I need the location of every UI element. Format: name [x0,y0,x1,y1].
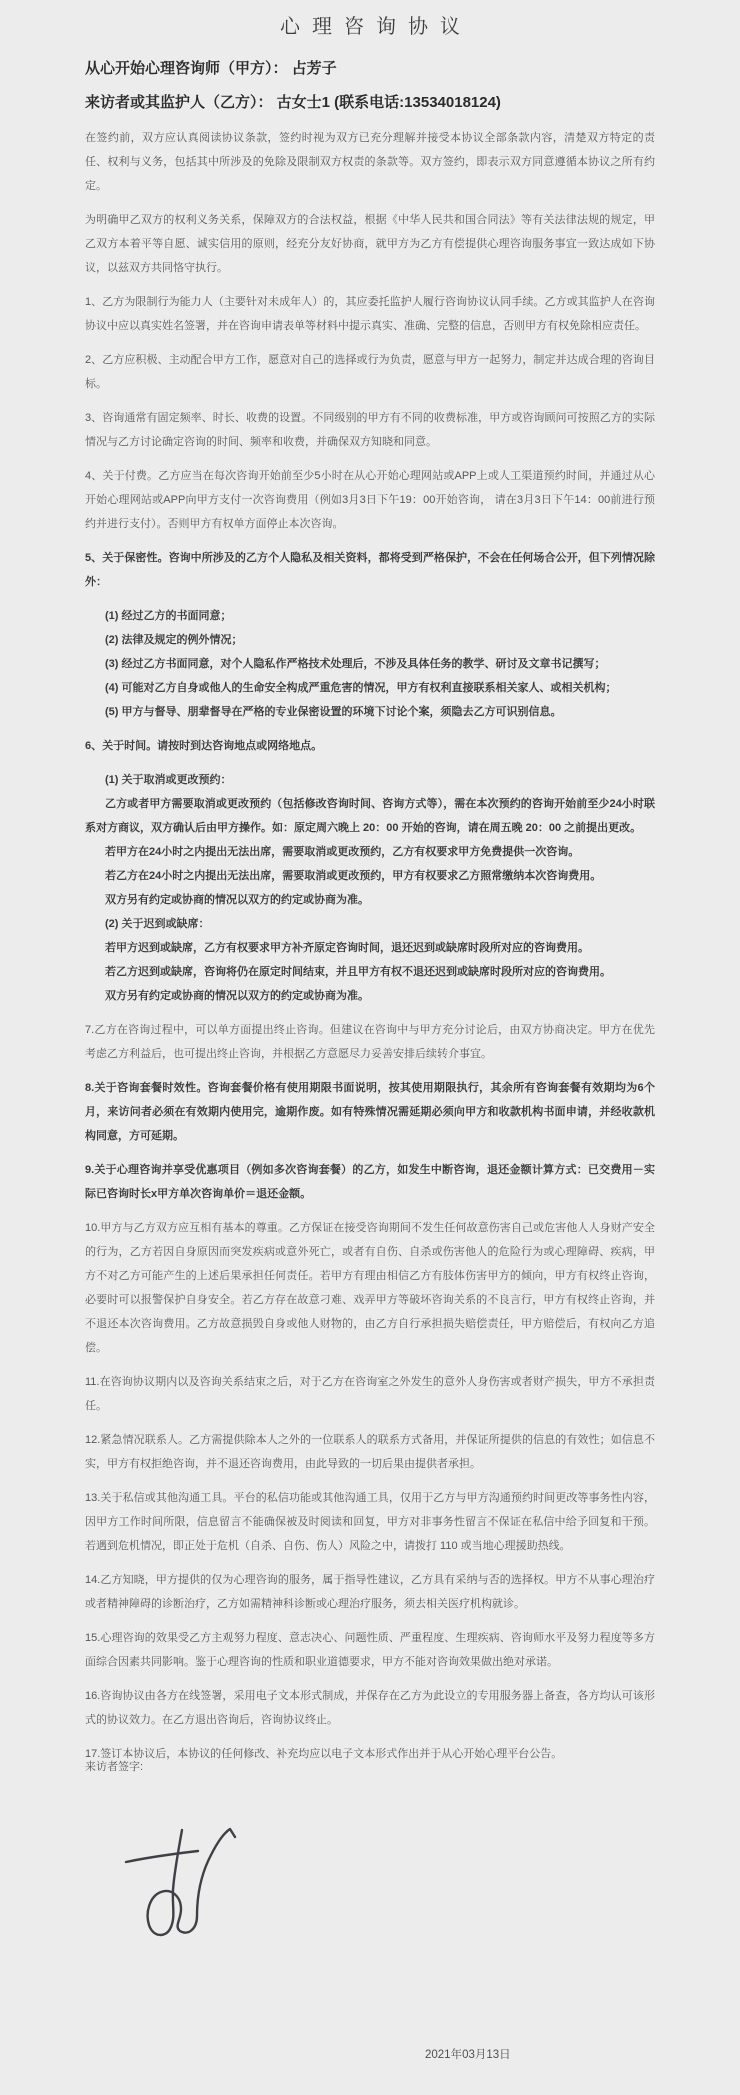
page-title: 心理咨询协议 [280,16,472,38]
clause-paragraph: 双方另有约定或协商的情况以双方的约定或协商为准。 [105,990,369,1002]
clause-paragraph: 双方另有约定或协商的情况以双方的约定或协商为准。 [105,894,369,906]
clause-paragraph: 4、关于付费。乙方应当在每次咨询开始前至少5小时在从心开始心理网站或APP上或人工渠道预约时间，并通过从心开始心理网站或APP向甲方支付一次咨询费用（例如3月3日下午19：00开始咨询， 请在3月3日下午14：00前进行预约并进行支付）。否则甲方有权单方面停止本次咨询。 [85,470,655,530]
clause-paragraph: 2、乙方应积极、主动配合甲方工作，愿意对自己的选择或行为负责，愿意与甲方一起努力，制定并达成合理的咨询目标。 [85,354,655,390]
clause-paragraph: (3) 经过乙方书面同意，对个人隐私作严格技术处理后，不涉及具体任务的教学、研讨及文章书记撰写； [105,658,606,670]
clause-paragraph: (4) 可能对乙方自身或他人的生命安全构成严重危害的情况，甲方有权利直接联系相关家人、或相关机构； [105,682,617,694]
paragraph-list [85,126,655,1766]
clause-paragraph: (2) 关于迟到或缺席： [105,918,210,930]
clause-paragraph: (5) 甲方与督导、朋辈督导在严格的专业保密设置的环境下讨论个案，须隐去乙方可识别信息。 [105,706,562,718]
clause-paragraph: 16.咨询协议由各方在线签署，采用电子文本形式制成，并保存在乙方为此设立的专用服务器上备查，各方均认可该形式的协议效力。在乙方退出咨询后，咨询协议终止。 [85,1690,655,1726]
clause-paragraph: 7.乙方在咨询过程中，可以单方面提出终止咨询。但建议在咨询中与甲方充分讨论后，由双方协商决定。甲方在优先考虑乙方利益后，也可提出终止咨询，并根据乙方意愿尽力妥善安排后续转介事宜。 [85,1024,655,1060]
clause-paragraph: 14.乙方知晓，甲方提供的仅为心理咨询的服务，属于指导性建议，乙方具有采纳与否的选择权。甲方不从事心理治疗或者精神障碍的诊断治疗，乙方如需精神科诊断或心理治疗服务，须去相关医疗机构就诊。 [85,1574,655,1610]
visitor-signature-label: 来访者签字: [85,1761,144,1773]
clause-paragraph: 5、关于保密性。咨询中所涉及的乙方个人隐私及相关资料，都将受到严格保护，不会在任何场合公开，但下列情况除外： [85,552,655,588]
clause-paragraph: 15.心理咨询的效果受乙方主观努力程度、意志决心、问题性质、严重程度、生理疾病、咨询师水平及努力程度等多方面综合因素共同影响。鉴于心理咨询的性质和职业道德要求，甲方不能对咨询效果做出绝对承诺。 [85,1632,655,1668]
clause-paragraph: 10.甲方与乙方双方应互相有基本的尊重。乙方保证在接受咨询期间不发生任何故意伤害自己或危害他人人身财产安全的行为，乙方若因自身原因而突发疾病或意外死亡，或者有自伤、自杀或伤害他人的危险行为或心理障碍、疾病，甲方不对乙方可能产生的上述后果承担任何责任。若甲方有理由相信乙方有肢体伤害甲方的倾向，甲方有权终止咨询，必要时可以报警保护自身安全。若乙方存在故意刁难、戏弄甲方等破坏咨询关系的不良言行，甲方有权终止咨询，并不退还本次咨询费用。乙方故意损毁自身或他人财物的，由乙方自行承担损失赔偿责任，甲方赔偿后，有权向乙方追偿。 [85,1222,655,1354]
clause-paragraph: 为明确甲乙双方的权利义务关系，保障双方的合法权益，根据《中华人民共和国合同法》等有关法律法规的规定，甲乙双方本着平等自愿、诚实信用的原则，经充分友好协商，就甲方为乙方有偿提供心理咨询服务事宜一致达成如下协议，以兹双方共同恪守执行。 [85,214,655,274]
clause-paragraph: 8.关于咨询套餐时效性。咨询套餐价格有使用期限书面说明，按其使用期限执行，其余所有咨询套餐有效期均为6个月，来访问者必须在有效期内使用完，逾期作废。如有特殊情况需延期必须向甲方和收款机构书面申请，并经收款机构同意，方可延期。 [85,1082,655,1142]
clause-paragraph: 9.关于心理咨询并享受优惠项目（例如多次咨询套餐）的乙方，如发生中断咨询，退还金额计算方式：已交费用－实际已咨询时长x甲方单次咨询单价＝退还金额。 [85,1164,655,1200]
clause-paragraph: 13.关于私信或其他沟通工具。平台的私信功能或其他沟通工具，仅用于乙方与甲方沟通预约时间更改等事务性内容，因甲方工作时间所限，信息留言不能确保被及时阅读和回复，甲方对非事务性留言不保证在私信中给予回复和干预。若遇到危机情况，即正处于危机（自杀、自伤、伤人）风险之中，请拨打 110 或当地心理援助热线。 [85,1492,655,1552]
clause-paragraph: 1、乙方为限制行为能力人（主要针对未成年人）的，其应委托监护人履行咨询协议认同手续。乙方或其监护人在咨询协议中应以真实姓名签署，并在咨询申请表单等材料中提示真实、准确、完整的信息，否则甲方有权免除相应责任。 [85,296,655,332]
clause-paragraph: 若乙方在24小时之内提出无法出席，需要取消或更改预约，甲方有权要求乙方照常缴纳本次咨询费用。 [105,870,602,882]
clause-paragraph: 12.紧急情况联系人。乙方需提供除本人之外的一位联系人的联系方式备用，并保证所提供的信息的有效性；如信息不实，甲方有权拒绝咨询，并不退还咨询费用，由此导致的一切后果由提供者承担。 [85,1434,655,1470]
clause-paragraph: 在签约前，双方应认真阅读协议条款，签约时视为双方已充分理解并接受本协议全部条款内容，清楚双方特定的责任、权利与义务，包括其中所涉及的免除及限制双方权责的条款等。双方签约，即表示双方同意遵循本协议之所有约定。 [85,132,655,192]
handwritten-signature [120,1824,240,1939]
clause-paragraph: 乙方或者甲方需要取消或更改预约（包括修改咨询时间、咨询方式等），需在本次预约的咨询开始前至少24小时联系对方商议，双方确认后由甲方操作。如：原定周六晚上 20：00 开始的咨询，请在周五晚 20：00 之前提出更改。 [85,798,655,834]
clause-paragraph: 若乙方迟到或缺席，咨询将仍在原定时间结束，并且甲方有权不退还迟到或缺席时段所对应的咨询费用。 [105,966,611,978]
clause-paragraph: 17.签订本协议后，本协议的任何修改、补充均应以电子文本形式作出并于从心开始心理平台公告。 [85,1748,563,1760]
clause-paragraph: (1) 经过乙方的书面同意； [105,610,232,622]
clause-paragraph: (2) 法律及规定的例外情况； [105,634,243,646]
clause-paragraph: 若甲方迟到或缺席，乙方有权要求甲方补齐原定咨询时间，退还迟到或缺席时段所对应的咨询费用。 [105,942,589,954]
clause-paragraph: 6、关于时间。请按时到达咨询地点或网络地点。 [85,740,323,752]
party-a-line: 从心开始心理咨询师（甲方）： 占芳子 [85,60,337,77]
clause-paragraph: 3、咨询通常有固定频率、时长、收费的设置。不同级别的甲方有不同的收费标准，甲方或咨询顾问可按照乙方的实际情况与乙方讨论确定咨询的时间、频率和收费，并确保双方知晓和同意。 [85,412,655,448]
signing-date: 2021年03月13日 [425,2049,511,2061]
clause-paragraph: 11.在咨询协议期内以及咨询关系结束之后，对于乙方在咨询室之外发生的意外人身伤害或者财产损失，甲方不承担责任。 [85,1376,655,1412]
clause-paragraph: 若甲方在24小时之内提出无法出席，需要取消或更改预约，乙方有权要求甲方免费提供一次咨询。 [105,846,580,858]
clause-paragraph: (1) 关于取消或更改预约： [105,774,232,786]
party-b-line: 来访者或其监护人（乙方）： 古女士1 (联系电话:13534018124) [85,94,501,111]
